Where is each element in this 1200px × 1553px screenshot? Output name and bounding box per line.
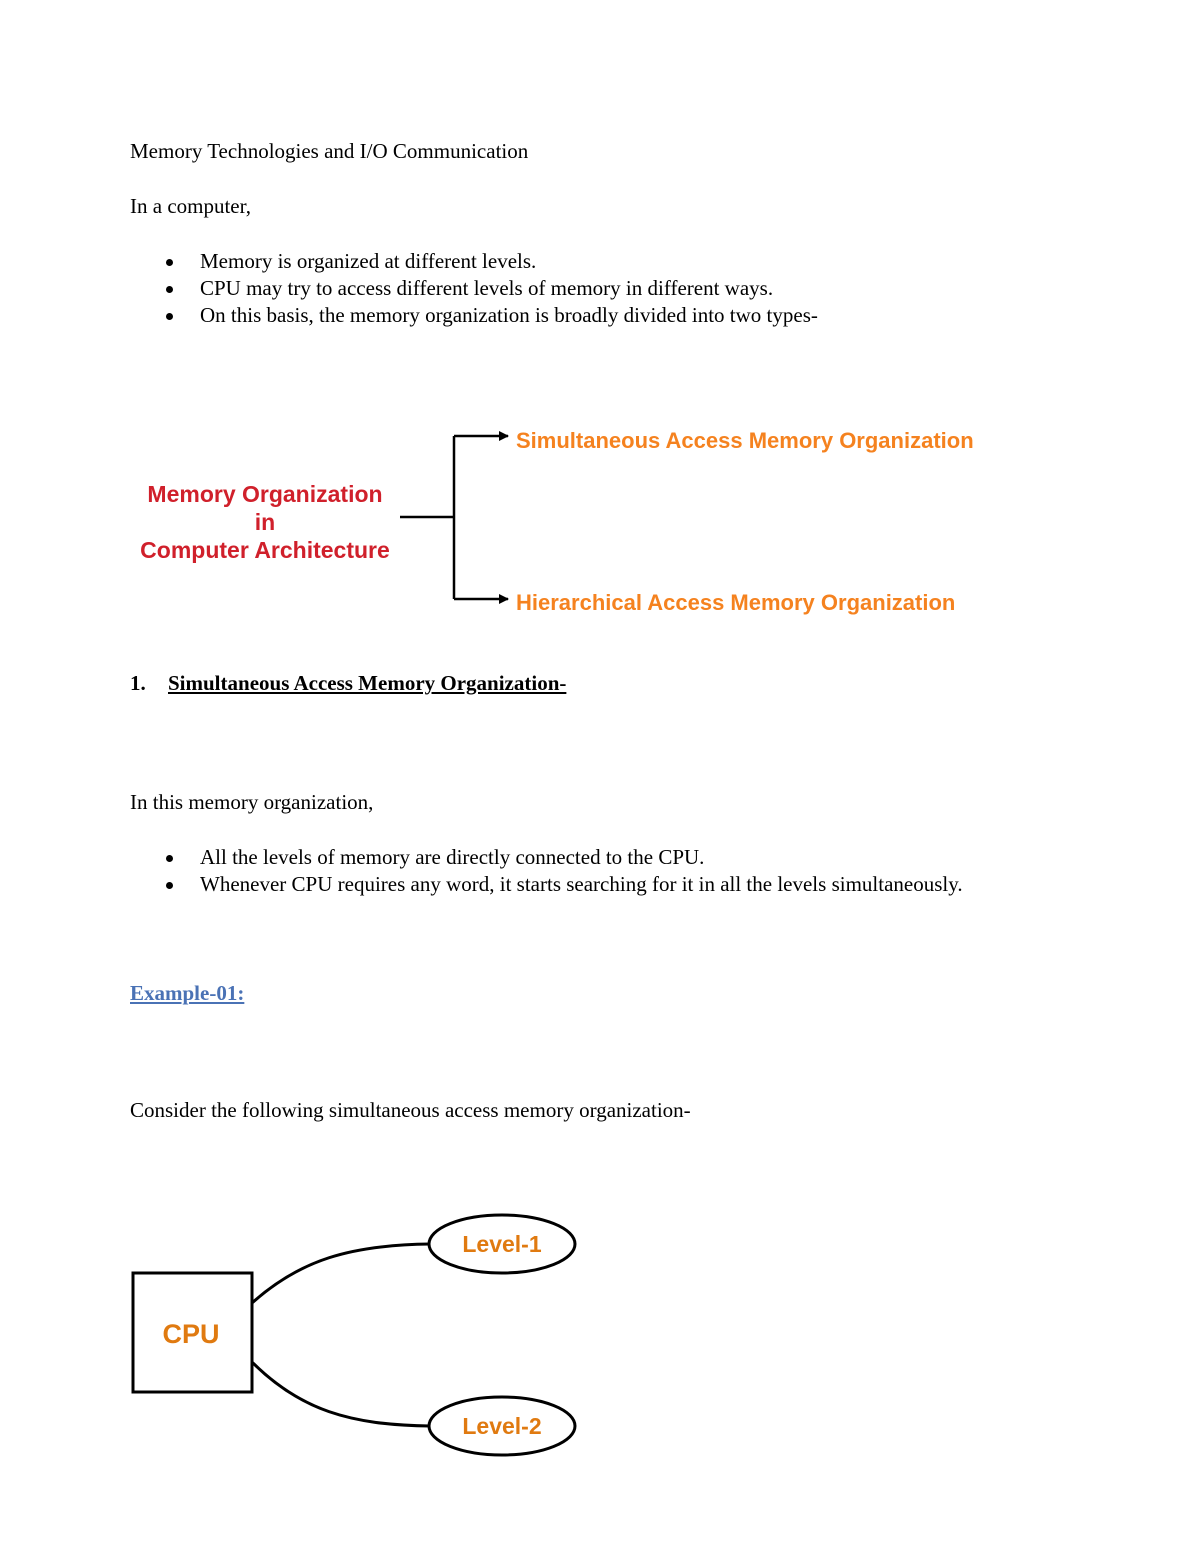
section-heading: [130, 671, 566, 696]
root-label-line1: Memory Organization: [147, 481, 383, 507]
cpu-levels-diagram: [0, 1210, 600, 1470]
intro-text: In a computer,: [130, 194, 252, 218]
list-item: CPU may try to access different levels of memory in different ways.: [130, 275, 818, 302]
section-title: Simultaneous Access Memory Organization-: [168, 671, 567, 695]
branch-label-bottom: Hierarchical Access Memory Organization: [516, 590, 956, 615]
list-item: Memory is organized at different levels.: [130, 248, 818, 275]
section-intro-text: In this memory organization,: [130, 790, 374, 814]
example-text: Consider the following simultaneous access memory organization-: [130, 1098, 691, 1122]
bullet-icon: [166, 313, 173, 320]
root-label-line3: Computer Architecture: [140, 537, 390, 563]
section-bullet-list: [130, 844, 963, 898]
bullet-icon: [166, 855, 173, 862]
list-item: All the levels of memory are directly connected to the CPU.: [130, 844, 963, 871]
branch-label-top: Simultaneous Access Memory Organization: [516, 428, 974, 453]
example-heading: Example-01:: [130, 981, 245, 1005]
section-number: 1.: [130, 671, 146, 695]
level2-label: Level-2: [462, 1413, 542, 1439]
bullet-icon: [166, 882, 173, 889]
bullet-icon: [166, 259, 173, 266]
document-title: Memory Technologies and I/O Communication: [130, 139, 529, 163]
cpu-label: CPU: [162, 1319, 220, 1349]
list-item: Whenever CPU requires any word, it starts searching for it in all the levels simultaneously.: [130, 871, 963, 898]
level1-label: Level-1: [462, 1231, 542, 1257]
connector-curve-level2: [252, 1362, 430, 1426]
intro-bullet-list: [130, 248, 818, 329]
connector-curve-level1: [252, 1244, 430, 1303]
bullet-icon: [166, 286, 173, 293]
memory-organization-diagram: [0, 415, 1200, 645]
root-label-line2: in: [254, 509, 276, 535]
list-item: On this basis, the memory organization is broadly divided into two types-: [130, 302, 818, 329]
